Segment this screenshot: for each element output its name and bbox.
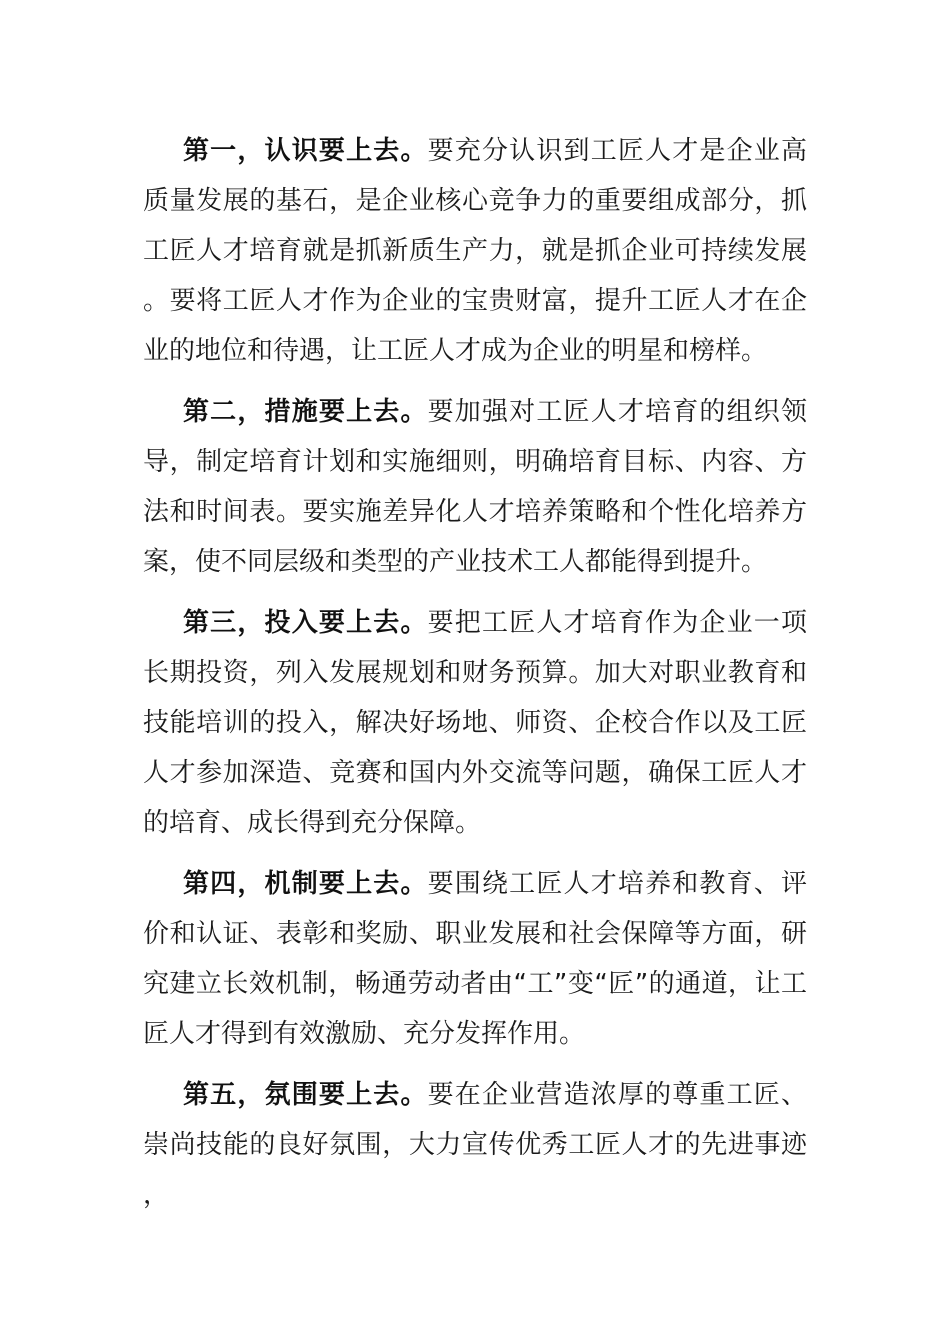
paragraph-text: 要加强对工匠人才培育的组织领导，制定培育计划和实施细则，明确培育目标、内容、方法和时间表。要实施差异化人才培养策略和个性化培养方案，使不同层级和类型的产业技术工人都能得到提升。 bbox=[143, 397, 807, 577]
document-body bbox=[143, 126, 807, 1231]
paragraph-text: 要充分认识到工匠人才是企业高质量发展的基石，是企业核心竞争力的重要组成部分，抓工匠人才培育就是抓新质生产力，就是抓企业可持续发展。要将工匠人才作为企业的宝贵财富，提升工匠人才在企业的地位和待遇，让工匠人才成为企业的明星和榜样。 bbox=[143, 136, 807, 366]
paragraph-3 bbox=[143, 598, 807, 848]
paragraph-heading: 第二，措施要上去。 bbox=[183, 397, 428, 427]
paragraph-heading: 第四，机制要上去。 bbox=[183, 869, 428, 899]
paragraph-heading: 第三，投入要上去。 bbox=[183, 608, 428, 638]
paragraph-5 bbox=[143, 1070, 807, 1220]
paragraph-1 bbox=[143, 126, 807, 376]
paragraph-heading: 第一，认识要上去。 bbox=[183, 136, 428, 166]
paragraph-4 bbox=[143, 859, 807, 1059]
paragraph-text: 要围绕工匠人才培养和教育、评价和认证、表彰和奖励、职业发展和社会保障等方面，研究建立长效机制，畅通劳动者由“工”变“匠”的通道，让工匠人才得到有效激励、充分发挥作用。 bbox=[143, 869, 807, 1049]
paragraph-text: 要在企业营造浓厚的尊重工匠、崇尚技能的良好氛围，大力宣传优秀工匠人才的先进事迹， bbox=[143, 1080, 807, 1210]
paragraph-heading: 第五，氛围要上去。 bbox=[183, 1080, 428, 1110]
paragraph-2 bbox=[143, 387, 807, 587]
paragraph-text: 要把工匠人才培育作为企业一项长期投资，列入发展规划和财务预算。加大对职业教育和技能培训的投入，解决好场地、师资、企校合作以及工匠人才参加深造、竞赛和国内外交流等问题，确保工匠人才的培育、成长得到充分保障。 bbox=[143, 608, 807, 838]
